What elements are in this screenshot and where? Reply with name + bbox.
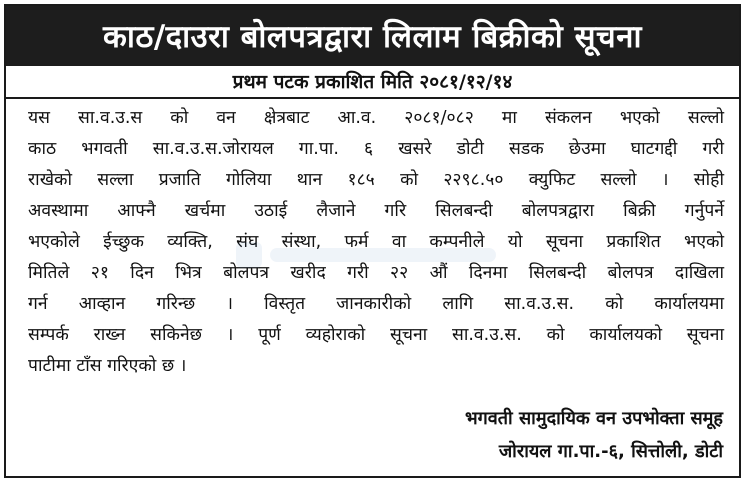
signature-block — [465, 402, 723, 468]
body-line: भएकोले ईच्छुक व्यक्ति, संघ संस्था, फर्म वा कम्पनीले यो सूचना प्रकाशित भएको — [28, 232, 724, 252]
body-line: अवस्थामा आफ्नै खर्चमा उठाई लैजाने गरि सिलबन्दी बोलपत्रद्वारा बिक्री गर्नुपर्ने — [28, 201, 724, 221]
notice-box — [4, 4, 741, 478]
date-underline-divider — [6, 97, 739, 99]
signature-address: जोरायल गा.पा.-६, सित्तोली, डोटी — [498, 441, 723, 462]
signature-organization: भगवती सामुदायिक वन उपभोक्ता समूह — [465, 408, 723, 429]
body-line: पाटीमा टाँस गरिएको छ । — [28, 356, 187, 376]
body-line: गर्न आव्हान गरिन्छ । विस्तृत जानकारीको लागि सा.व.उ.स. को कार्यालयमा — [28, 294, 724, 314]
body-line: यस सा.व.उ.स को वन क्षेत्रबाट आ.व. २०८१/०८२ मा संकलन भएको सल्लो — [28, 108, 724, 128]
body-line: मितिले २१ दिन भित्र बोलपत्र खरीद गरी २२ औं दिनमा सिलबन्दी बोलपत्र दाखिला — [28, 263, 724, 283]
notice-title: काठ/दाउरा बोलपत्रद्वारा लिलाम बिक्रीको सूचना — [103, 19, 642, 55]
first-published-date: प्रथम पटक प्रकाशित मिति २०८१/१२/१४ — [232, 71, 513, 93]
body-line: सम्पर्क राख्न सकिनेछ । पूर्ण व्यहोराको सूचना सा.व.उ.स. को कार्यालयको सूचना — [28, 325, 724, 345]
body-line: काठ भगवती सा.व.उ.स.जोरायल गा.पा. ६ खसरे डोटी सडक छेउमा घाटगद्दी गरी — [28, 139, 724, 159]
notice-body — [28, 103, 724, 382]
title-bar — [6, 6, 739, 66]
body-line: राखेको सल्ला प्रजाति गोलिया थान १८५ को २२९८.५० क्युफिट सल्लो । सोही — [28, 170, 724, 190]
